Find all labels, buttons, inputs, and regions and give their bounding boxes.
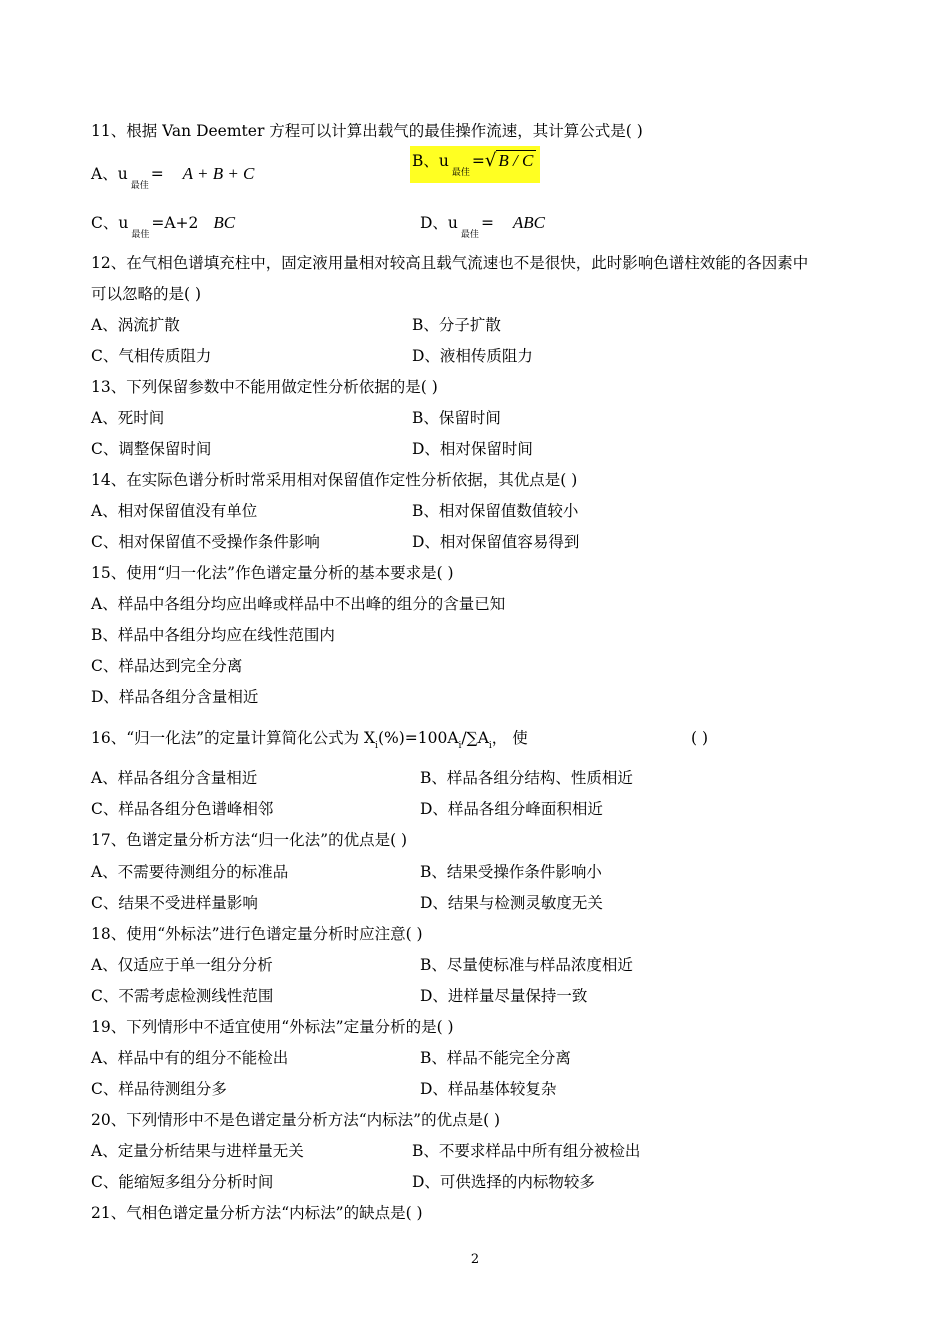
question-13-option-c: C、调整保留时间 (91, 440, 212, 458)
question-20-option-b: B、不要求样品中所有组分被检出 (412, 1142, 641, 1160)
stem-text: (%)=100A (377, 729, 459, 747)
question-13-option-a: A、死时间 (91, 409, 165, 427)
question-11-option-d (420, 213, 545, 240)
option-label: C、u (91, 214, 129, 232)
question-16-stem (91, 728, 528, 751)
subscript: 最佳 (460, 230, 479, 240)
equals: = (471, 152, 485, 170)
question-20-stem: 20、下列情形中不是色谱定量分析方法“内标法”的优点是( ) (91, 1111, 501, 1129)
subscript: i (488, 741, 492, 751)
question-21-stem: 21、气相色谱定量分析方法“内标法”的缺点是( ) (91, 1204, 423, 1222)
question-14-option-c: C、相对保留值不受操作条件影响 (91, 533, 320, 551)
question-17-option-c: C、结果不受进样量影响 (91, 894, 258, 912)
question-19-option-c: C、样品待测组分多 (91, 1080, 227, 1098)
question-20-option-a: A、定量分析结果与进样量无关 (91, 1142, 304, 1160)
question-13-option-b: B、保留时间 (412, 409, 501, 427)
stem-text: 16、“归一化法”的定量计算简化公式为 X (91, 729, 376, 747)
question-16-option-a: A、样品各组分含量相近 (91, 769, 258, 787)
subscript: 最佳 (131, 230, 150, 240)
option-label: A、u (91, 165, 128, 183)
question-11-option-b (412, 146, 540, 183)
question-16-option-c: C、样品各组分色谱峰相邻 (91, 800, 274, 818)
question-11-stem: 11、根据 Van Deemter 方程可以计算出载气的最佳操作流速，其计算公式是( ) (91, 122, 643, 140)
question-16-answer-paren: ( ) (691, 729, 709, 747)
question-19-option-d: D、样品基体较复杂 (420, 1080, 557, 1098)
question-19-stem: 19、下列情形中不适宜使用“外标法”定量分析的是( ) (91, 1018, 454, 1036)
question-15-stem: 15、使用“归一化法”作色谱定量分析的基本要求是( ) (91, 564, 454, 582)
question-17-option-a: A、不需要待测组分的标准品 (91, 863, 289, 881)
equals: =A+2 (151, 214, 199, 232)
question-14-option-a: A、相对保留值没有单位 (91, 502, 258, 520)
question-11-option-a (91, 164, 255, 191)
question-18-option-b: B、尽量使标准与样品浓度相近 (420, 956, 633, 974)
formula: BC (213, 213, 236, 232)
question-12-option-d: D、液相传质阻力 (412, 347, 533, 365)
question-15-option-c: C、样品达到完全分离 (91, 657, 243, 675)
question-18-stem: 18、使用“外标法”进行色谱定量分析时应注意( ) (91, 925, 423, 943)
question-20-option-c: C、能缩短多组分分析时间 (91, 1173, 274, 1191)
question-20-option-d: D、可供选择的内标物较多 (412, 1173, 595, 1191)
question-17-option-d: D、结果与检测灵敏度无关 (420, 894, 603, 912)
question-18-option-c: C、不需考虑检测线性范围 (91, 987, 274, 1005)
question-17-stem: 17、色谱定量分析方法“归一化法”的优点是( ) (91, 831, 408, 849)
question-16-option-b: B、样品各组分结构、性质相近 (420, 769, 633, 787)
question-12-option-b: B、分子扩散 (412, 316, 501, 334)
question-19-option-a: A、样品中有的组分不能检出 (91, 1049, 289, 1067)
question-15-option-b: B、样品中各组分均应在线性范围内 (91, 626, 335, 644)
page-number: 2 (470, 1252, 480, 1267)
formula: B / C (496, 150, 536, 170)
equals: = (480, 214, 494, 232)
question-19-option-b: B、样品不能完全分离 (420, 1049, 571, 1067)
question-12-stem: 12、在气相色谱填充柱中，固定液用量相对较高且载气流速也不是很快，此时影响色谱柱效能的各因素中 (91, 254, 809, 272)
question-15-option-d: D、样品各组分含量相近 (91, 688, 259, 706)
question-11-option-c (91, 213, 236, 240)
question-12-option-a: A、涡流扩散 (91, 316, 180, 334)
question-17-option-b: B、结果受操作条件影响小 (420, 863, 602, 881)
stem-text: /∑A (461, 729, 489, 747)
equals: = (150, 165, 164, 183)
question-13-stem: 13、下列保留参数中不能用做定性分析依据的是( ) (91, 378, 438, 396)
question-14-option-b: B、相对保留值数值较小 (412, 502, 579, 520)
question-15-option-a: A、样品中各组分均应出峰或样品中不出峰的组分的含量已知 (91, 595, 506, 613)
subscript: i (458, 741, 462, 751)
subscript: i (375, 741, 378, 751)
stem-text: ， 使 (491, 729, 528, 747)
question-14-stem: 14、在实际色谱分析时常采用相对保留值作定性分析依据，其优点是( ) (91, 471, 578, 489)
subscript: 最佳 (130, 181, 149, 191)
question-18-option-a: A、仅适应于单一组分分析 (91, 956, 273, 974)
highlighted-option (410, 146, 540, 183)
question-12-option-c: C、气相传质阻力 (91, 347, 212, 365)
question-16-option-d: D、样品各组分峰面积相近 (420, 800, 603, 818)
question-14-option-d: D、相对保留值容易得到 (412, 533, 580, 551)
subscript: 最佳 (451, 168, 470, 178)
formula: A + B + C (182, 164, 255, 183)
question-18-option-d: D、进样量尽量保持一致 (420, 987, 588, 1005)
formula: ABC (512, 213, 545, 232)
sqrt-formula: √ B / C (485, 151, 536, 171)
question-13-option-d: D、相对保留时间 (412, 440, 533, 458)
option-label: D、u (420, 214, 458, 232)
question-12-stem-cont: 可以忽略的是( ) (91, 285, 202, 303)
option-label: B、u (412, 152, 449, 170)
